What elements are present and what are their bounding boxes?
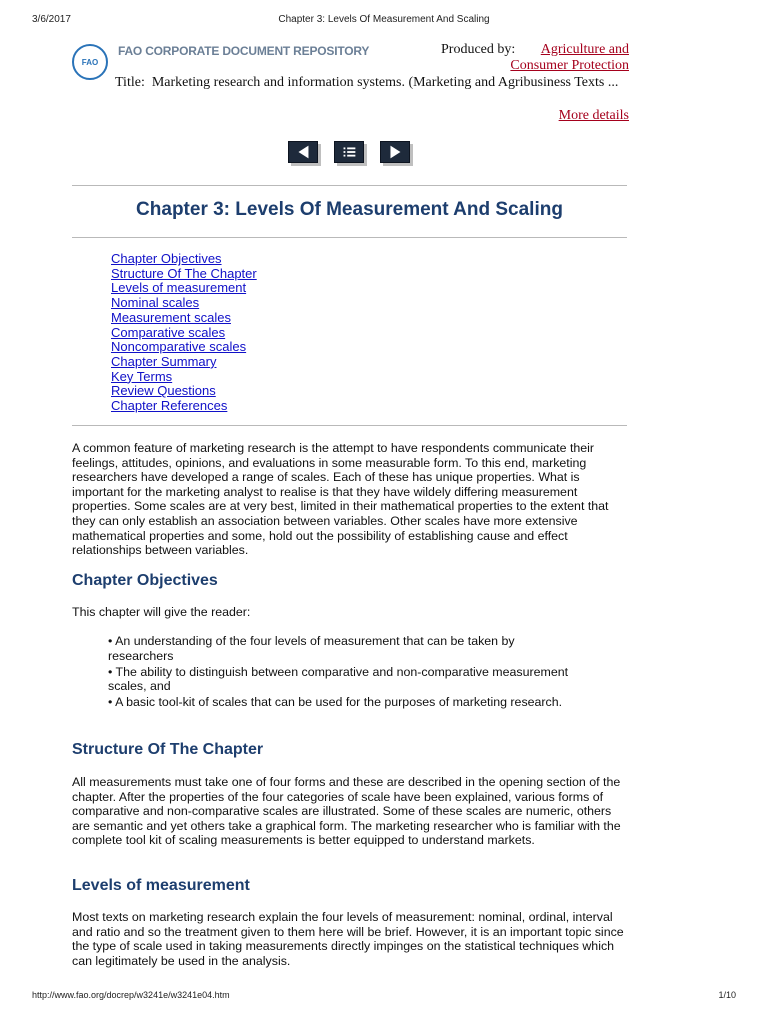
toc-link-levels[interactable]: Levels of measurement bbox=[111, 280, 247, 296]
toc-item bbox=[111, 281, 257, 296]
document-title-text: Marketing research and information systems. (Marketing and Agribusiness Texts ... bbox=[151, 75, 619, 90]
document-title-label: Title: bbox=[115, 75, 145, 90]
toc-item bbox=[111, 384, 257, 399]
produced-by-label: Produced by: bbox=[441, 42, 516, 57]
levels-paragraph: Most texts on marketing research explain the four levels of measurement: nominal, ordinal, interval and ratio and so the treatment given to them here will be brief. However, it is an important topic since the type of scale used in taking measurements directly impinges on the statistical techniques which can legitimately be used in the analysis. bbox=[72, 910, 624, 968]
print-footer bbox=[32, 990, 736, 1004]
toc-item bbox=[111, 267, 257, 282]
objectives-list bbox=[108, 634, 578, 711]
fao-logo[interactable]: FAO bbox=[72, 44, 108, 80]
produced-by bbox=[441, 42, 629, 74]
toc-item bbox=[111, 311, 257, 326]
print-title: Chapter 3: Levels Of Measurement And Scaling bbox=[278, 14, 490, 25]
toc-link-key-terms[interactable]: Key Terms bbox=[111, 368, 173, 384]
more-details-link[interactable]: More details bbox=[558, 108, 629, 123]
toc-link-objectives[interactable]: Chapter Objectives bbox=[111, 251, 222, 266]
divider bbox=[72, 425, 627, 426]
toc-item bbox=[111, 399, 257, 414]
arrow-left-icon bbox=[289, 142, 317, 162]
print-header bbox=[32, 14, 736, 28]
structure-heading: Structure Of The Chapter bbox=[72, 741, 264, 758]
toc-item bbox=[111, 326, 257, 341]
toc-item bbox=[111, 296, 257, 311]
list-icon bbox=[335, 142, 363, 162]
toc-link-review[interactable]: Review Questions bbox=[111, 383, 216, 399]
print-url: http://www.fao.org/docrep/w3241e/w3241e04.htm bbox=[32, 990, 230, 1000]
structure-paragraph: All measurements must take one of four forms and these are described in the opening section of the chapter. After the properties of the four categories of scale have been explained, various forms of comparative and non-comparative scales are illustrated. Some of these scales are numeric, others are semantic and yet others take a graphical form. The marketing researcher who is familiar with the complete tool kit of scaling measurements is better equipped to understand markets. bbox=[72, 775, 621, 848]
objectives-lead: This chapter will give the reader: bbox=[72, 605, 251, 619]
toc-item bbox=[111, 252, 257, 267]
toc-link-nominal[interactable]: Nominal scales bbox=[111, 295, 200, 311]
toc-item bbox=[111, 370, 257, 385]
toc-link-noncomparative[interactable]: Noncomparative scales bbox=[111, 339, 247, 355]
produced-by-line1: Agriculture and bbox=[540, 42, 629, 57]
document-title bbox=[115, 74, 630, 91]
next-page-button[interactable] bbox=[380, 141, 410, 163]
levels-heading: Levels of measurement bbox=[72, 877, 250, 894]
toc-item bbox=[111, 340, 257, 355]
intro-paragraph: A common feature of marketing research is the attempt to have respondents communicate their feelings, attitudes, opinions, and evaluations in some measurable form. To this end, marketing researchers have developed a range of scales. Each of these has unique properties. What is important for the marketing analyst to realise is that they have wildely differing measurement properties. Some scales are at very best, limited in their mathematical properties to the extent that they can only establish an association between variables. Other scales have more extensive mathematical properties and some, hold out the possibility of establishing cause and effect relationships between variables. bbox=[72, 441, 609, 558]
objectives-heading: Chapter Objectives bbox=[72, 572, 218, 589]
page-number: 1/10 bbox=[718, 990, 736, 1000]
chapter-toc bbox=[111, 252, 257, 414]
contents-button[interactable] bbox=[334, 141, 364, 163]
toc-item bbox=[111, 355, 257, 370]
toc-link-structure[interactable]: Structure Of The Chapter bbox=[111, 265, 257, 281]
divider bbox=[72, 185, 627, 186]
arrow-right-icon bbox=[381, 142, 409, 162]
toc-link-measurement[interactable]: Measurement scales bbox=[111, 309, 231, 325]
list-item: • A basic tool-kit of scales that can be used for the purposes of marketing research. bbox=[108, 695, 563, 710]
toc-link-references[interactable]: Chapter References bbox=[111, 398, 228, 414]
toc-link-comparative[interactable]: Comparative scales bbox=[111, 324, 226, 340]
chapter-title: Chapter 3: Levels Of Measurement And Scaling bbox=[136, 199, 563, 220]
list-item: • An understanding of the four levels of measurement that can be taken by researchers bbox=[108, 634, 515, 663]
print-date: 3/6/2017 bbox=[32, 14, 71, 25]
repository-title: FAO CORPORATE DOCUMENT REPOSITORY bbox=[118, 44, 370, 58]
previous-page-button[interactable] bbox=[288, 141, 318, 163]
produced-by-link-2[interactable]: Consumer Protection bbox=[510, 58, 629, 73]
list-item: • The ability to distinguish between comparative and non-comparative measurement scales, and bbox=[108, 664, 569, 694]
divider bbox=[72, 237, 627, 238]
toc-link-summary[interactable]: Chapter Summary bbox=[111, 353, 217, 369]
